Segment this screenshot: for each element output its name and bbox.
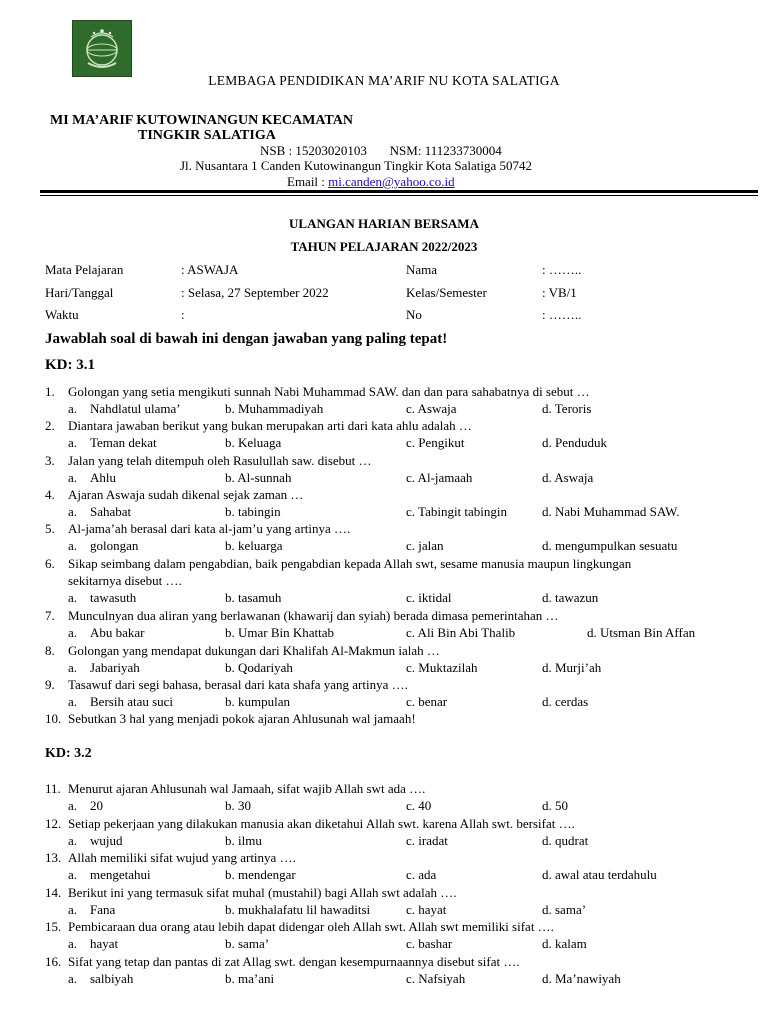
option-a: mengetahui	[90, 867, 151, 882]
name-label: Nama	[406, 262, 438, 277]
option-a-marker: a.	[68, 798, 78, 813]
option-b: b. tasamuh	[225, 590, 282, 605]
option-b: b. ma’ani	[225, 971, 275, 986]
school-name-line2: TINGKIR SALATIGA	[138, 128, 276, 143]
option-d: d. Aswaja	[542, 470, 594, 485]
option-c: c. iradat	[406, 833, 448, 848]
option-b: b. Qodariyah	[225, 660, 293, 675]
option-c: c. 40	[406, 798, 432, 813]
option-b: b. kumpulan	[225, 694, 290, 709]
time-label: Waktu	[45, 307, 79, 322]
option-a: wujud	[90, 833, 123, 848]
option-c: c. Ali Bin Abi Thalib	[406, 625, 516, 640]
option-c: c. Al-jamaah	[406, 470, 473, 485]
option-c: c. jalan	[406, 538, 444, 553]
kd-heading-3-2: KD: 3.2	[45, 746, 92, 761]
option-d: d. Ma’nawiyah	[542, 971, 621, 986]
subject-label: Mata Pelajaran	[45, 262, 124, 277]
option-c: c. Aswaja	[406, 401, 457, 416]
institution-title: LEMBAGA PENDIDIKAN MA’ARIF NU KOTA SALATIGA	[208, 73, 560, 88]
option-b: b. mendengar	[225, 867, 296, 882]
question-text: Setiap pekerjaan yang dilakukan manusia akan diketahui Allah swt. karena Allah swt. bersifat ….	[68, 816, 575, 831]
question-text: Jalan yang telah ditempuh oleh Rasulullah saw. disebut …	[68, 453, 372, 468]
option-a-marker: a.	[68, 470, 78, 485]
question-text: Munculnyan dua aliran yang berlawanan (khawarij dan syiah) berada dimasa pemerintahan …	[68, 608, 559, 623]
option-a: Fana	[90, 902, 116, 917]
option-c: c. iktidal	[406, 590, 452, 605]
option-d: d. Utsman Bin Affan	[587, 625, 696, 640]
option-c: c. hayat	[406, 902, 447, 917]
option-c: c. ada	[406, 867, 437, 882]
option-a-marker: a.	[68, 971, 78, 986]
question-number: 4.	[45, 487, 55, 502]
time-value: :	[181, 307, 185, 322]
option-a: Abu bakar	[90, 625, 145, 640]
option-d: d. sama’	[542, 902, 587, 917]
question-text: Menurut ajaran Ahlusunah wal Jamaah, sifat wajib Allah swt ada ….	[68, 781, 426, 796]
option-b: b. tabingin	[225, 504, 281, 519]
option-c: c. Nafsiyah	[406, 971, 466, 986]
question-text: Sifat yang tetap dan pantas di zat Allag swt. dengan kesempurnaannya disebut sifat ….	[68, 954, 520, 969]
exam-year: TAHUN PELAJARAN 2022/2023	[290, 239, 478, 254]
question-text: Sikap seimbang dalam pengabdian, baik pengabdian kepada Allah swt, sesame manusia maupun lingkungan	[68, 556, 632, 571]
option-a-marker: a.	[68, 867, 78, 882]
option-a-marker: a.	[68, 625, 78, 640]
option-a-marker: a.	[68, 538, 78, 553]
option-d: d. kalam	[542, 936, 587, 951]
option-c: c. Muktazilah	[406, 660, 478, 675]
school-email	[287, 174, 455, 190]
question-number: 8.	[45, 643, 55, 658]
question-number: 16.	[45, 954, 62, 969]
option-b: b. sama’	[225, 936, 270, 951]
option-d: d. Murji’ah	[542, 660, 602, 675]
header-divider-thin	[40, 195, 758, 196]
question-number: 11.	[45, 781, 61, 796]
option-c: c. bashar	[406, 936, 453, 951]
option-a-marker: a.	[68, 660, 78, 675]
question-text: Pembicaraan dua orang atau lebih dapat didengar oleh Allah swt. Allah swt memiliki sifat ….	[68, 919, 554, 934]
option-a-marker: a.	[68, 936, 78, 951]
option-c: c. benar	[406, 694, 448, 709]
option-d: d. Penduduk	[542, 435, 607, 450]
question-text: Tasawuf dari segi bahasa, berasal dari kata shafa yang artinya ….	[68, 677, 408, 692]
subject-value: : ASWAJA	[181, 262, 239, 277]
question-text-continued: sekitarnya disebut ….	[68, 573, 182, 588]
option-b: b. Muhammadiyah	[225, 401, 324, 416]
option-d: d. tawazun	[542, 590, 599, 605]
option-b: b. mukhalafatu lil hawaditsi	[225, 902, 371, 917]
option-d: d. 50	[542, 798, 568, 813]
option-b: b. 30	[225, 798, 251, 813]
header-divider-thick	[40, 190, 758, 193]
question-number: 5.	[45, 521, 55, 536]
school-address: Jl. Nusantara 1 Canden Kutowinangun Tingkir Kota Salatiga 50742	[180, 158, 533, 173]
no-label: No	[406, 307, 422, 322]
option-a: Teman dekat	[90, 435, 157, 450]
school-name-line1: MI MA’ARIF KUTOWINANGUN KECAMATAN	[50, 113, 353, 128]
email-label: Email :	[287, 174, 329, 189]
option-a: Sahabat	[90, 504, 132, 519]
date-label: Hari/Tanggal	[45, 285, 114, 300]
option-a-marker: a.	[68, 435, 78, 450]
question-number: 6.	[45, 556, 55, 571]
option-b: b. keluarga	[225, 538, 283, 553]
email-link[interactable]: mi.canden@yahoo.co.id	[328, 174, 455, 189]
question-text: Ajaran Aswaja sudah dikenal sejak zaman …	[68, 487, 304, 502]
question-text: Golongan yang mendapat dukungan dari Khalifah Al-Makmun ialah …	[68, 643, 440, 658]
question-number: 10.	[45, 711, 62, 726]
option-a-marker: a.	[68, 833, 78, 848]
option-c: c. Tabingit tabingin	[406, 504, 508, 519]
no-value: : ……..	[542, 307, 582, 322]
date-value: : Selasa, 27 September 2022	[181, 285, 329, 300]
option-c: c. Pengikut	[406, 435, 465, 450]
question-number: 12.	[45, 816, 62, 831]
option-b: b. Keluaga	[225, 435, 282, 450]
question-number: 13.	[45, 850, 62, 865]
question-number: 15.	[45, 919, 62, 934]
question-number: 2.	[45, 418, 55, 433]
question-text: Al-jama’ah berasal dari kata al-jam’u yang artinya ….	[68, 521, 351, 536]
option-b: b. ilmu	[225, 833, 262, 848]
question-text: Sebutkan 3 hal yang menjadi pokok ajaran Ahlusunah wal jamaah!	[68, 711, 416, 726]
option-d: d. awal atau terdahulu	[542, 867, 657, 882]
instruction: Jawablah soal di bawah ini dengan jawaban yang paling tepat!	[45, 331, 448, 347]
option-a: tawasuth	[90, 590, 137, 605]
question-text: Allah memiliki sifat wujud yang artinya ….	[68, 850, 296, 865]
option-a: Bersih atau suci	[90, 694, 174, 709]
question-text: Golongan yang setia mengikuti sunnah Nabi Muhammad SAW. dan dan para sahabatnya di sebut …	[68, 384, 590, 399]
option-d: d. Teroris	[542, 401, 592, 416]
exam-title: ULANGAN HARIAN BERSAMA	[289, 216, 479, 231]
question-number: 14.	[45, 885, 62, 900]
question-number: 7.	[45, 608, 55, 623]
option-b: b. Umar Bin Khattab	[225, 625, 335, 640]
option-a-marker: a.	[68, 694, 78, 709]
option-d: d. cerdas	[542, 694, 589, 709]
class-label: Kelas/Semester	[406, 285, 487, 300]
school-registration: NSB : 15203020103 NSM: 111233730004	[260, 143, 502, 158]
option-b: b. Al-sunnah	[225, 470, 292, 485]
name-value: : ……..	[542, 262, 582, 277]
nu-emblem-icon	[72, 20, 132, 77]
question-number: 3.	[45, 453, 55, 468]
option-a: golongan	[90, 538, 139, 553]
option-a: salbiyah	[90, 971, 134, 986]
option-a: hayat	[90, 936, 119, 951]
option-d: d. qudrat	[542, 833, 589, 848]
option-a: Ahlu	[90, 470, 116, 485]
question-number: 9.	[45, 677, 55, 692]
option-a-marker: a.	[68, 902, 78, 917]
option-a-marker: a.	[68, 504, 78, 519]
option-a: Nahdlatul ulama’	[90, 401, 181, 416]
option-a: 20	[90, 798, 103, 813]
option-d: d. Nabi Muhammad SAW.	[542, 504, 680, 519]
option-a: Jabariyah	[90, 660, 140, 675]
option-a-marker: a.	[68, 590, 78, 605]
question-text: Diantara jawaban berikut yang bukan merupakan arti dari kata ahlu adalah …	[68, 418, 472, 433]
kd-heading-3-1: KD: 3.1	[45, 357, 95, 373]
question-text: Berikut ini yang termasuk sifat muhal (mustahil) bagi Allah swt adalah ….	[68, 885, 457, 900]
option-d: d. mengumpulkan sesuatu	[542, 538, 678, 553]
question-number: 1.	[45, 384, 55, 399]
option-a-marker: a.	[68, 401, 78, 416]
class-value: : VB/1	[542, 285, 577, 300]
